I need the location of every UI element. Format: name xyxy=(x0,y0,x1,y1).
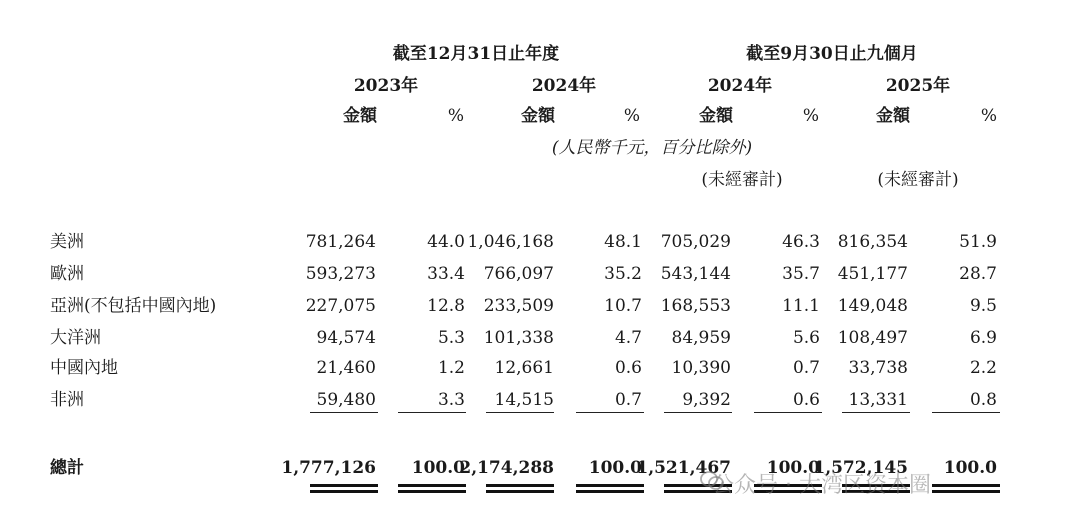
amount-header: 金額 xyxy=(521,106,555,126)
amount-cell: 1,046,168 xyxy=(467,232,554,252)
percent-cell: 33.4 xyxy=(427,264,465,284)
subtotal-rule xyxy=(576,412,644,413)
percent-cell: 10.7 xyxy=(604,296,642,316)
region-label: 非洲 xyxy=(50,390,84,410)
percent-cell: 35.7 xyxy=(782,264,820,284)
period-nine-months: 截至9月30日止九個月 xyxy=(746,44,918,64)
percent-cell: 0.8 xyxy=(969,390,997,410)
amount-cell: 233,509 xyxy=(483,296,554,316)
amount-cell: 168,553 xyxy=(660,296,731,316)
percent-cell: 44.0 xyxy=(427,232,465,252)
amount-cell: 451,177 xyxy=(837,264,908,284)
percent-header: % xyxy=(623,106,641,126)
percent-cell: 51.9 xyxy=(959,232,997,252)
amount-cell: 94,574 xyxy=(316,328,376,348)
amount-header: 金額 xyxy=(343,106,377,126)
percent-cell: 0.6 xyxy=(614,358,642,378)
amount-cell: 108,497 xyxy=(837,328,908,348)
region-label: 亞洲(不包括中國內地) xyxy=(50,296,217,316)
unit-note: (人民幣千元，百分比除外) xyxy=(551,138,753,158)
percent-cell: 1.2 xyxy=(437,358,465,378)
total-percent-cell: 100.0 xyxy=(588,458,642,478)
percent-cell: 0.7 xyxy=(792,358,820,378)
percent-cell: 3.3 xyxy=(437,390,465,410)
percent-cell: 9.5 xyxy=(969,296,997,316)
amount-cell: 816,354 xyxy=(837,232,908,252)
region-label: 大洋洲 xyxy=(50,328,101,348)
region-label: 歐洲 xyxy=(50,264,84,284)
percent-cell: 11.1 xyxy=(782,296,820,316)
amount-cell: 84,959 xyxy=(671,328,731,348)
period-full-year: 截至12月31日止年度 xyxy=(392,44,560,64)
amount-cell: 59,480 xyxy=(316,390,376,410)
percent-header: % xyxy=(447,106,465,126)
total-amount-cell: 1,521,467 xyxy=(636,458,731,478)
subtotal-rule xyxy=(398,412,466,413)
year-2025: 2025年 xyxy=(885,76,951,96)
subtotal-rule xyxy=(754,412,822,413)
year-2024-full: 2024年 xyxy=(531,76,597,96)
amount-cell: 227,075 xyxy=(305,296,376,316)
percent-cell: 12.8 xyxy=(427,296,465,316)
percent-header: % xyxy=(980,106,998,126)
amount-header: 金額 xyxy=(699,106,733,126)
subtotal-rule xyxy=(842,412,910,413)
percent-cell: 4.7 xyxy=(614,328,642,348)
amount-cell: 13,331 xyxy=(848,390,908,410)
subtotal-rule xyxy=(664,412,732,413)
percent-cell: 5.6 xyxy=(792,328,820,348)
total-amount-cell: 1,572,145 xyxy=(813,458,908,478)
total-double-rule xyxy=(398,490,466,496)
amount-cell: 14,515 xyxy=(494,390,554,410)
percent-cell: 35.2 xyxy=(604,264,642,284)
year-2024-nine: 2024年 xyxy=(707,76,773,96)
total-double-rule xyxy=(932,490,1000,496)
amount-cell: 12,661 xyxy=(494,358,554,378)
percent-cell: 0.7 xyxy=(614,390,642,410)
amount-cell: 149,048 xyxy=(837,296,908,316)
total-double-rule xyxy=(310,490,378,496)
total-label: 總計 xyxy=(50,458,84,478)
amount-cell: 33,738 xyxy=(848,358,908,378)
unaudited-note: (未經審計) xyxy=(877,170,959,190)
total-amount-cell: 1,777,126 xyxy=(281,458,376,478)
amount-cell: 593,273 xyxy=(305,264,376,284)
percent-cell: 5.3 xyxy=(437,328,465,348)
total-double-rule xyxy=(576,490,644,496)
percent-cell: 6.9 xyxy=(969,328,997,348)
amount-cell: 101,338 xyxy=(483,328,554,348)
watermark-text: 公众号 · 大湾区资本圈 xyxy=(712,473,931,498)
total-percent-cell: 100.0 xyxy=(411,458,465,478)
year-2023: 2023年 xyxy=(353,76,419,96)
total-amount-cell: 2,174,288 xyxy=(459,458,554,478)
amount-cell: 10,390 xyxy=(671,358,731,378)
region-label: 美洲 xyxy=(50,232,84,252)
subtotal-rule xyxy=(486,412,554,413)
region-label: 中國內地 xyxy=(50,358,118,378)
amount-cell: 781,264 xyxy=(305,232,376,252)
amount-header: 金額 xyxy=(876,106,910,126)
amount-cell: 705,029 xyxy=(660,232,731,252)
total-percent-cell: 100.0 xyxy=(943,458,997,478)
subtotal-rule xyxy=(310,412,378,413)
total-double-rule xyxy=(486,490,554,496)
unaudited-note: (未經審計) xyxy=(701,170,783,190)
percent-cell: 2.2 xyxy=(969,358,997,378)
amount-cell: 766,097 xyxy=(483,264,554,284)
amount-cell: 21,460 xyxy=(316,358,376,378)
subtotal-rule xyxy=(932,412,1000,413)
percent-cell: 28.7 xyxy=(959,264,997,284)
amount-cell: 9,392 xyxy=(682,390,731,410)
total-percent-cell: 100.0 xyxy=(766,458,820,478)
percent-header: % xyxy=(802,106,820,126)
percent-cell: 48.1 xyxy=(604,232,642,252)
percent-cell: 46.3 xyxy=(782,232,820,252)
amount-cell: 543,144 xyxy=(660,264,731,284)
percent-cell: 0.6 xyxy=(792,390,820,410)
